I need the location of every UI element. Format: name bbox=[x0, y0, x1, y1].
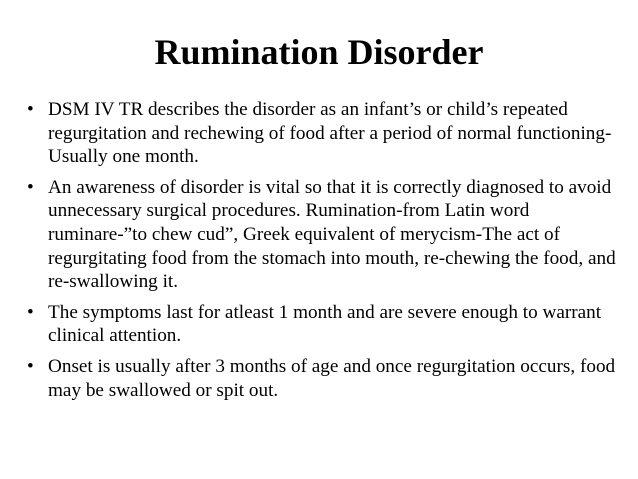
slide-title: Rumination Disorder bbox=[154, 32, 484, 72]
bullet-icon: • bbox=[27, 355, 34, 377]
bullet-item bbox=[27, 301, 617, 348]
bullet-icon: • bbox=[27, 176, 34, 198]
bullet-text: DSM IV TR describes the disorder as an infant’s or child’s repeated regurgitation and rechewing of food after a period of normal functioning-Usually one month. bbox=[48, 99, 612, 168]
bullet-icon: • bbox=[27, 99, 34, 120]
bullet-icon: • bbox=[27, 301, 34, 323]
bullet-item bbox=[27, 176, 617, 294]
bullet-text: An awareness of disorder is vital so that it is correctly diagnosed to avoid unnecessary surgical procedures. Rumination-from Latin word ruminare-”to chew cud”, Greek equivalent of merycism-The act of regurgitating food from the stomach into mouth, re-chewing the food, and re-swallowing it. bbox=[48, 176, 616, 293]
bullet-text: Onset is usually after 3 months of age and once regurgitation occurs, food may be swallowed or spit out. bbox=[48, 355, 616, 401]
bullet-text: The symptoms last for atleast 1 month and are severe enough to warrant clinical attention. bbox=[48, 301, 602, 347]
bullet-item bbox=[27, 98, 617, 169]
bullet-list bbox=[27, 98, 617, 409]
bullet-item bbox=[27, 355, 617, 402]
